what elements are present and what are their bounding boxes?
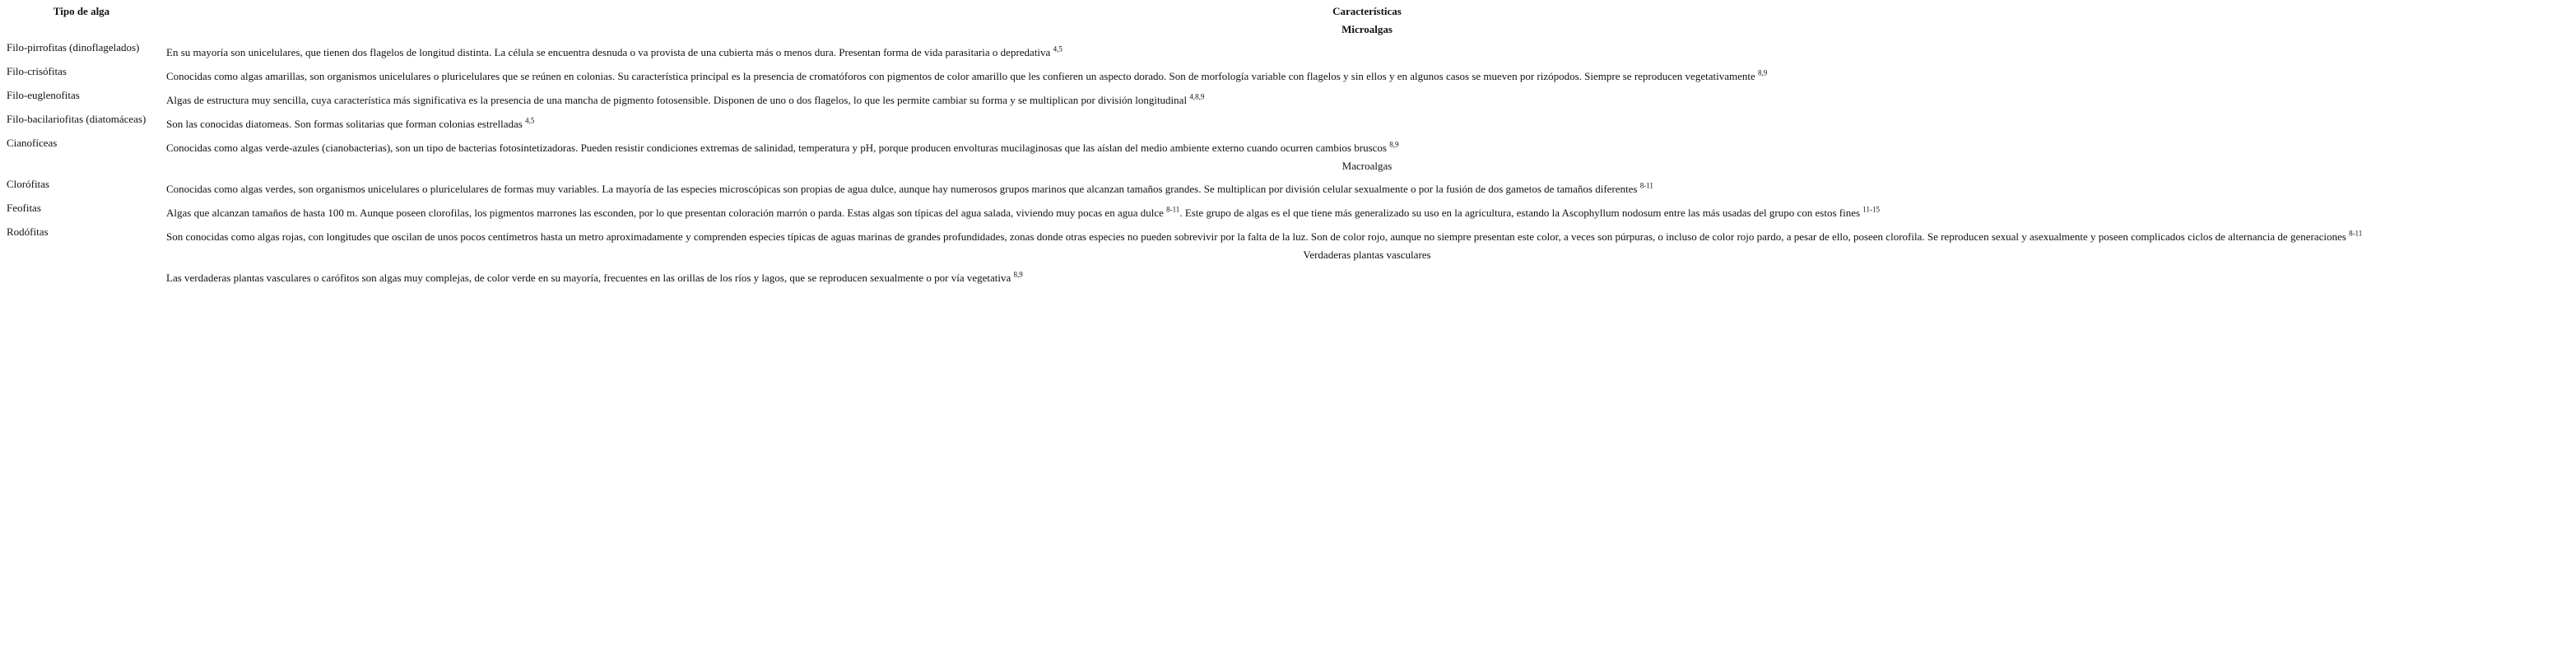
algae-description: Las verdaderas plantas vasculares o carófitos son algas muy complejas, de color verde en su mayoría, frecuentes en las orillas de los ríos y lagos, que se reproducen sexualmente o por vía vegetativa $^{8,9}$	[166, 270, 1023, 284]
table-row	[2, 62, 2573, 86]
algae-type: Filo-pirrofitas (dinoflagelados)	[7, 41, 140, 53]
algae-description: Conocidas como algas amarillas, son organismos unicelulares o pluricelulares que se reúnen en colonias. Su característica principal es la presencia de cromatóforos con pigmentos de color amarillo que les confieren un aspecto dorado. Son de morfología variable con flagelos y sin ellos y en algunos casos se mueven por rizópodos. Siempre se reproducen vegetativamente $^{8,9}$	[166, 68, 1768, 82]
section-row-micro	[2, 21, 2573, 38]
algae-type: Filo-euglenofitas	[7, 89, 80, 101]
table-row	[2, 222, 2573, 246]
table-row	[2, 86, 2573, 109]
section-macroalgas: Macroalgas	[1341, 160, 1393, 172]
section-microalgas: Microalgas	[1341, 23, 1393, 35]
algae-description: En su mayoría son unicelulares, que tienen dos flagelos de longitud distinta. La célula se encuentra desnuda o va provista de una cubierta más o menos dura. Presentan forma de vida parasitaria o depredativa $^{4,5}$	[166, 44, 1062, 58]
algae-type	[2, 263, 161, 287]
table-row	[2, 174, 2573, 198]
algae-type: Clorófitas	[7, 178, 49, 190]
algae-type: Feofitas	[7, 202, 41, 214]
reference: 8,9	[1757, 68, 1768, 77]
reference: 8,9	[1389, 140, 1399, 149]
section-row-macro	[2, 157, 2573, 174]
reference: 4,5	[525, 116, 535, 125]
header-characteristics: Características	[1332, 5, 1402, 17]
algae-description: Son conocidas como algas rojas, con longitudes que oscilan de unos pocos centímetros hasta un metro aproximadamente y comprenden especies típicas de aguas marinas de grandes profundidades, zonas donde otras especies no pueden sobrevivir por la falta de la luz. Son de color rojo, aunque no siempre presentan este color, a veces son púrpuras, o incluso de color rojo pardo, a pesar de ello, poseen clorofila. Se reproducen sexual y asexualmente y poseen complicados ciclos de alternancia de generaciones $^{8-11}$	[166, 229, 2363, 243]
header-type: Tipo de alga	[53, 5, 110, 17]
algae-type: Cianofíceas	[7, 137, 58, 149]
table-row	[2, 198, 2573, 222]
reference: 8,9	[1013, 270, 1023, 279]
reference: 8-11	[1166, 205, 1180, 214]
reference: 8-11	[1639, 181, 1653, 190]
algae-description: Algas que alcanzan tamaños de hasta 100 m. Aunque poseen clorofilas, los pigmentos marrones las esconden, por lo que presentan coloración marrón o parda. Estas algas son típicas del agua salada, viviendo muy pocas en agua dulce $^{8-11}$. Este grupo de algas es el que tiene más generalizado su uso en la agricultura, estando la Ascophyllum nodosum entre las más usadas del grupo con estos fines $^{11-15}$	[166, 205, 1880, 219]
algae-description: Algas de estructura muy sencilla, cuya característica más significativa es la presencia de una mancha de pigmento fotosensible. Disponen de uno o dos flagelos, lo que les permite cambiar su forma y se multiplican por división longitudinal $^{4,8,9}$	[166, 92, 1205, 106]
reference: 11-15	[1862, 205, 1880, 214]
table-row	[2, 38, 2573, 62]
table-row	[2, 263, 2573, 287]
algae-type: Rodófitas	[7, 225, 49, 238]
algae-description: Conocidas como algas verdes, son organismos unicelulares o pluricelulares de formas muy variables. La mayoría de las especies microscópicas son propias de agua dulce, aunque hay numerosos grupos marinos que alcanzan tamaños grandes. Se multiplican por división celular sexualmente o por la fusión de dos gametos de tamaños diferentes $^{8-11}$	[166, 181, 1653, 195]
reference: 4,8,9	[1189, 92, 1205, 101]
section-row-vascular	[2, 246, 2573, 263]
table-row	[2, 109, 2573, 133]
reference: 8-11	[2349, 229, 2363, 238]
algae-description: Conocidas como algas verde-azules (cianobacterias), son un tipo de bacterias fotosintetizadoras. Pueden resistir condiciones extremas de salinidad, temperatura y pH, porque producen envolturas mucilaginosas que las aíslan del medio ambiente externo cuando ocurren cambios bruscos $^{8,9}$	[166, 140, 1399, 154]
table-row	[2, 133, 2573, 157]
algae-type: Filo-crisófitas	[7, 65, 67, 77]
header-row	[2, 2, 2573, 21]
algae-description: Son las conocidas diatomeas. Son formas solitarias que forman colonias estrelladas $^{4,5}$	[166, 116, 535, 130]
algae-table	[2, 2, 2573, 287]
section-vasculares: Verdaderas plantas vasculares	[1303, 249, 1431, 261]
reference: 4,5	[1053, 44, 1062, 53]
algae-type: Filo-bacilariofitas (diatomáceas)	[7, 113, 146, 125]
